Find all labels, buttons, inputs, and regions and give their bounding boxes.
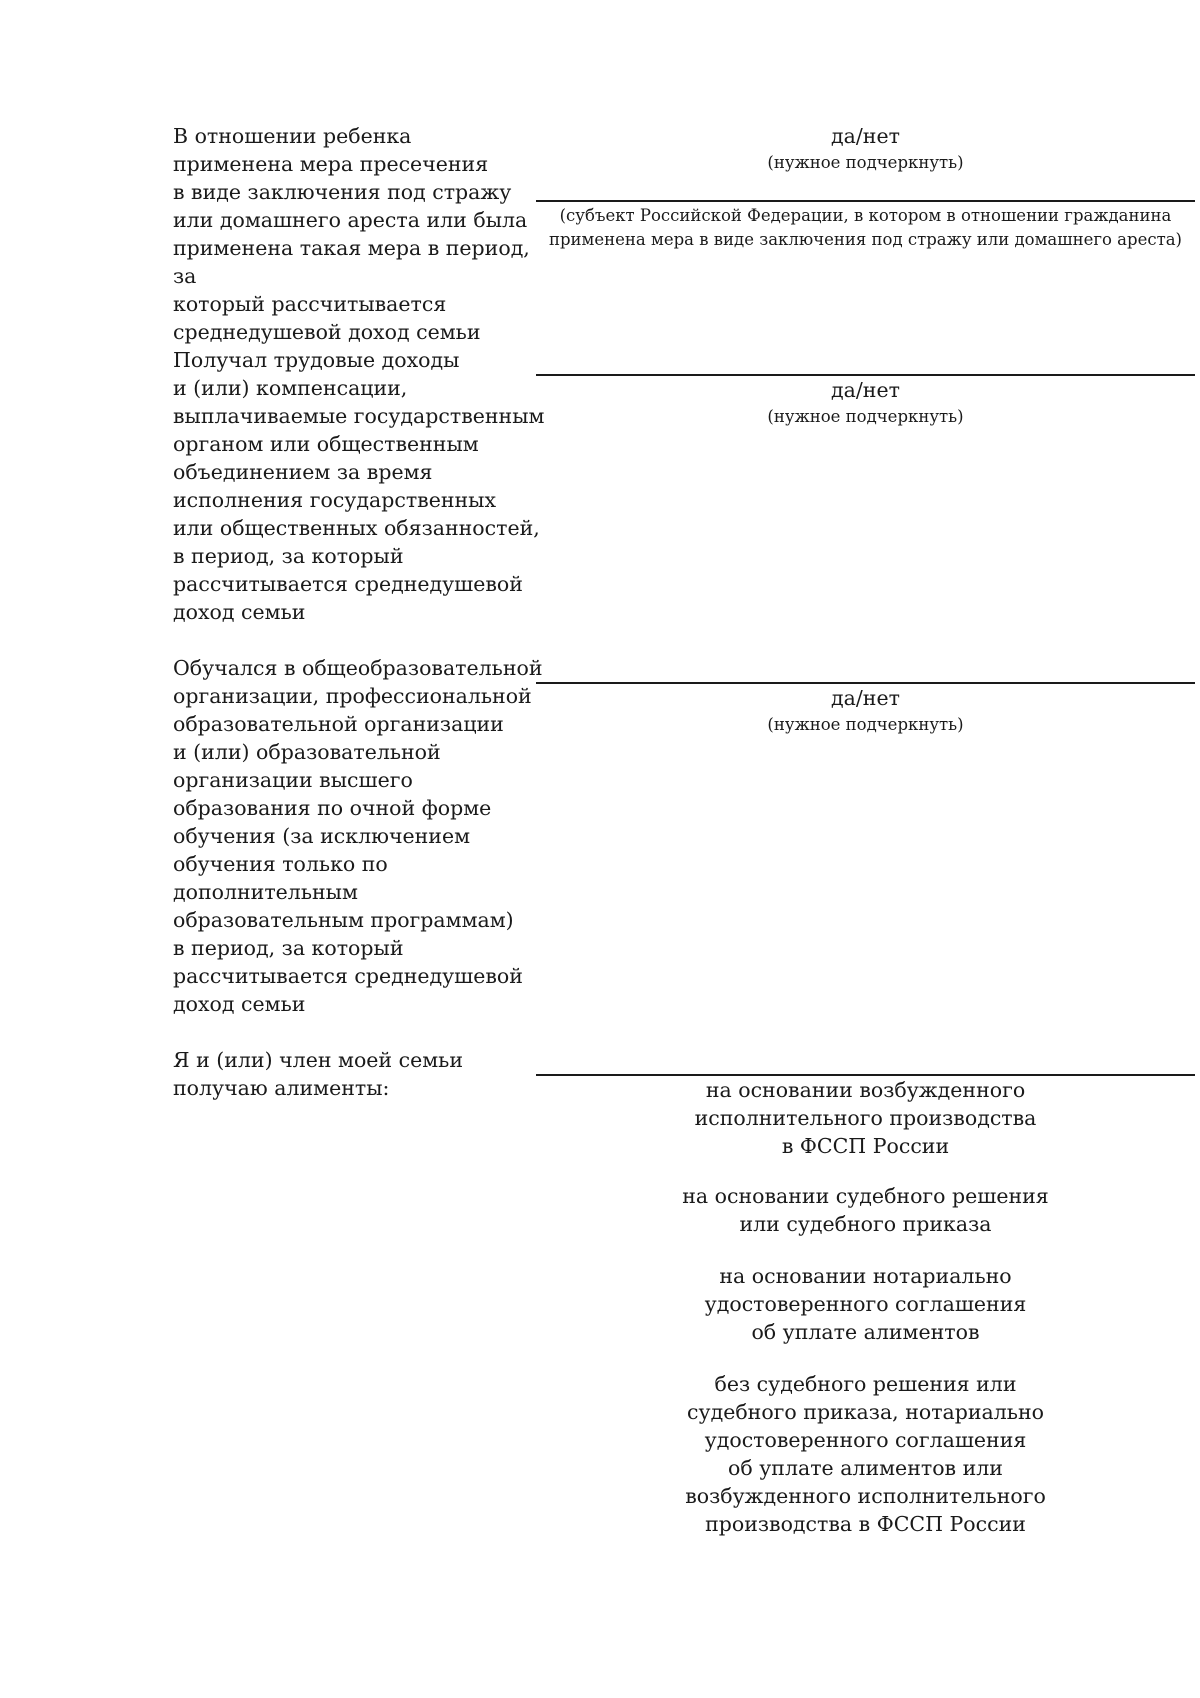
answer-yes-no-custody[interactable]: да/нет: [831, 124, 900, 148]
underline-hint-custody: (нужное подчеркнуть): [767, 153, 964, 172]
underline-hint-labor-income: (нужное подчеркнуть): [767, 407, 964, 426]
question-alimony: Я и (или) член моей семьи получаю алименты:: [173, 1048, 463, 1100]
question-labor-income: Получал трудовые доходы и (или) компенсации, выплачиваемые государственным органом или общественным объединением за время исполнения государственных или общественных обязанностей, в период, за который рассчитывается среднедушевой доход семьи: [173, 348, 545, 624]
alimony-option-notary[interactable]: на основании нотариально удостоверенного соглашения об уплате алиментов: [704, 1264, 1027, 1344]
question-full-time-study: Обучался в общеобразовательной организации, профессиональной образовательной организации и (или) образовательной организации высшего образования по очной форме обучения (за исключением обучения только по дополнительным образовательным программам) в период, за который рассчитывается среднедушевой доход семьи: [173, 656, 543, 1016]
alimony-option-voluntary[interactable]: без судебного решения или судебного приказа, нотариально удостоверенного соглашения об уплате алиментов или возбужденного исполнительного производства в ФССП России: [685, 1372, 1046, 1536]
alimony-option-court[interactable]: на основании судебного решения или судебного приказа: [682, 1184, 1049, 1236]
underline-hint-study: (нужное подчеркнуть): [767, 715, 964, 734]
alimony-option-fssp[interactable]: на основании возбужденного исполнительного производства в ФССП России: [694, 1078, 1037, 1158]
question-custody: В отношении ребенка применена мера пресечения в виде заключения под стражу или домашнего ареста или была применена такая мера в период, за который рассчитывается среднедушевой доход семьи: [173, 124, 530, 344]
answer-yes-no-labor-income[interactable]: да/нет: [831, 378, 900, 402]
answer-yes-no-study[interactable]: да/нет: [831, 686, 900, 710]
region-field-caption: (субъект Российской Федерации, в котором в отношении гражданина применена мера в виде заключения под стражу или домашнего ареста): [548, 206, 1182, 249]
region-input-line[interactable]: [536, 200, 1195, 202]
